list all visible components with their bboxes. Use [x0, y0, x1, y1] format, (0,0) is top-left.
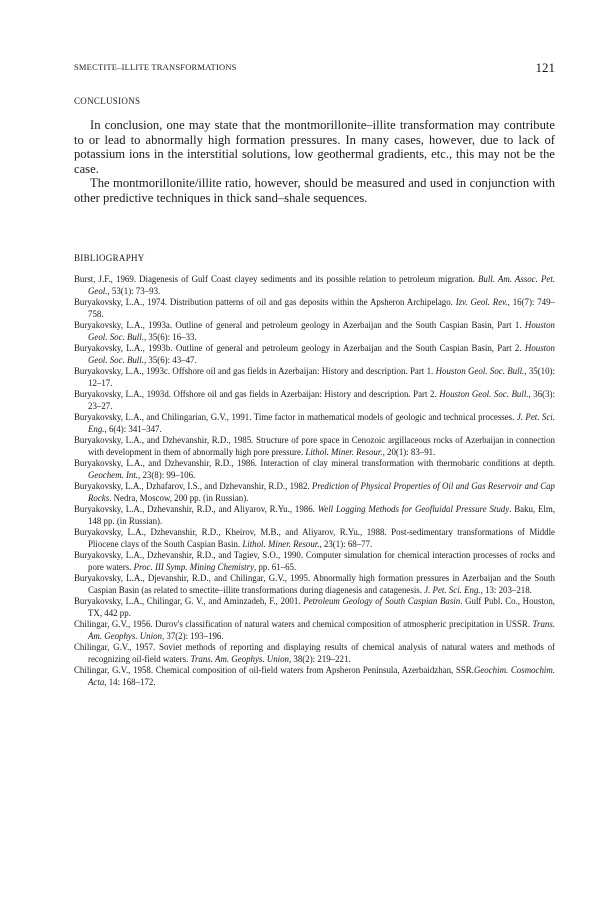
- entry-post-text: , 16(7): 749–758.: [88, 297, 555, 319]
- bibliography-entry: [74, 642, 555, 665]
- running-title: SMECTITE–ILLITE TRANSFORMATIONS: [74, 62, 237, 72]
- bibliography-entry: [74, 665, 555, 688]
- page-number: 121: [535, 60, 555, 75]
- entry-italic-text: Proc. III Symp. Mining Chemistry: [133, 561, 255, 572]
- entry-post-text: . Baku, Elm, 148 pp. (in Russian).: [88, 504, 556, 526]
- entry-pre-text: Buryakovsky, L.A., Dzhevanshir, R.D., and Aliyarov, R.Yu., 1986.: [74, 504, 318, 514]
- entry-post-text: , 14: 168–172.: [104, 676, 156, 687]
- entry-pre-text: Buryakovsky, L.A., and Dzhevanshir, R.D., 1986. Interaction of clay mineral transformation with thermobaric conditions at depth.: [74, 458, 555, 468]
- entry-post-text: , 37(2): 193–196.: [161, 630, 224, 641]
- entry-italic-text: Prediction of Physical Properties of Oil and Gas Reservoir and Cap Rocks: [88, 481, 555, 503]
- entry-post-text: , 38(2): 219–221.: [288, 653, 351, 664]
- bibliography-entry: [74, 619, 555, 642]
- bibliography-entry: [74, 274, 555, 297]
- entry-post-text: , 13: 203–218.: [480, 584, 532, 595]
- entry-post-text: , 36(3): 23–27.: [88, 389, 555, 411]
- entry-post-text: , 23(1): 68–77.: [319, 538, 373, 549]
- conclusions-body: [74, 118, 555, 206]
- conclusions-paragraph-1: In conclusion, one may state that the montmorillonite–illite transformation may contribute to or lead to abnormally high formation pressures. In many cases, however, due to lack of potassium ions in the interstitial solutions, low geothermal gradients, etc., this may not be the case.: [74, 118, 555, 176]
- entry-italic-text: Houston Geol. Soc. Bull.: [439, 389, 529, 399]
- bibliography-entry: [74, 389, 555, 412]
- bibliography-entry: [74, 481, 555, 504]
- entry-italic-text: J. Pet. Sci. Eng.: [424, 584, 481, 595]
- entry-pre-text: Buryakovsky, L.A., Djevanshir, R.D., and Chilingar, G.V., 1995. Abnormally high formation pressures in Azerbaijan and the South Caspian Basin (as related to smectite–illite transformations during diagenesis and catagenesis.: [74, 573, 555, 595]
- bibliography-entry: [74, 596, 555, 619]
- bibliography-entry: [74, 573, 555, 596]
- entry-post-text: . Nedra, Moscow, 200 pp. (in Russian).: [109, 492, 249, 503]
- entry-pre-text: Chilingar, G.V., 1956. Durov's classification of natural waters and chemical composition of atmospheric precipitation in USSR.: [74, 619, 533, 629]
- entry-post-text: , 35(6): 16–33.: [143, 331, 197, 342]
- entry-pre-text: Buryakovsky, L.A., 1993d. Offshore oil and gas fields in Azerbaijan: History and description. Part 2.: [74, 389, 440, 399]
- bibliography-entry: [74, 458, 555, 481]
- entry-post-text: , pp. 61–65.: [254, 561, 297, 572]
- entry-pre-text: Buryakovsky, L.A., and Chilingarian, G.V., 1991. Time factor in mathematical models of geologic and technical processes.: [74, 412, 517, 422]
- entry-pre-text: Buryakovsky, L.A., 1974. Distribution patterns of oil and gas deposits within the Apsheron Archipelago.: [74, 297, 456, 307]
- entry-pre-text: Buryakovsky, L.A., 1993b. Outline of general and petroleum geology in Azerbaijan and the South Caspian Basin, Part 2.: [74, 343, 525, 353]
- conclusions-paragraph-2: The montmorillonite/illite ratio, however, should be measured and used in conjunction with other predictive techniques in thick sand–shale sequences.: [74, 176, 555, 205]
- bibliography-entry: [74, 320, 555, 343]
- entry-pre-text: Buryakovsky, L.A., and Dzhevanshir, R.D., 1985. Structure of pore space in Cenozoic argillaceous rocks of Azerbaijan in connection with development in them of abnormally high pore pressure.: [74, 435, 555, 457]
- entry-pre-text: Buryakovsky, L.A., Dzhevanshir, R.D., and Tagiev, S.O., 1990. Computer simulation for chemical interaction processes of rocks and pore waters.: [74, 550, 555, 572]
- bibliography-entry: [74, 366, 555, 389]
- entry-post-text: . Gulf Publ. Co., Houston, TX, 442 pp.: [88, 596, 555, 618]
- entry-italic-text: Houston Geol. Soc. Bull.: [435, 366, 525, 376]
- entry-post-text: , 6(4): 341–347.: [104, 423, 162, 434]
- bibliography-entry: [74, 435, 555, 458]
- entry-post-text: , 53(1): 73–93.: [107, 285, 161, 296]
- entry-pre-text: Chilingar, G.V., 1958. Chemical composition of oil-field waters from Apsheron Peninsula, Azerbaidzhan, SSR.: [74, 665, 474, 675]
- entry-italic-text: Geochim. Cosmochim. Acta: [88, 665, 556, 687]
- bibliography-heading: BIBLIOGRAPHY: [74, 253, 145, 263]
- entry-post-text: , 20(1): 83–91.: [382, 446, 436, 457]
- entry-pre-text: Burst, J.F., 1969. Diagenesis of Gulf Coast clayey sediments and its possible relation to petroleum migration.: [74, 274, 478, 284]
- entry-italic-text: Well Logging Methods for Geofluidal Pressure Study: [317, 504, 510, 514]
- bibliography-entry: [74, 550, 555, 573]
- entry-italic-text: Houston Geol. Soc. Bull.: [88, 320, 555, 342]
- bibliography-entry: [74, 412, 555, 435]
- bibliography-entry: [74, 527, 555, 550]
- bibliography-entry: [74, 297, 555, 320]
- entry-italic-text: Lithol. Miner. Resour.: [305, 446, 383, 457]
- entry-pre-text: Buryakovsky, L.A., Dzhafarov, I.S., and Dzhevanshir, R.D., 1982.: [74, 481, 312, 491]
- bibliography-entry: [74, 343, 555, 366]
- entry-pre-text: Buryakovsky, L.A., 1993a. Outline of general and petroleum geology in Azerbaijan and the South Caspian Basin, Part 1.: [74, 320, 525, 330]
- entry-post-text: , 35(6): 43–47.: [143, 354, 197, 365]
- entry-italic-text: Petroleum Geology of South Caspian Basin: [303, 596, 461, 606]
- entry-italic-text: Izv. Geol. Rev.: [455, 297, 508, 307]
- entry-pre-text: Buryakovsky, L.A., 1993c. Offshore oil and gas fields in Azerbaijan: History and description. Part 1.: [74, 366, 436, 376]
- entry-italic-text: Trans. Am. Geophys. Union: [88, 619, 555, 641]
- conclusions-heading: CONCLUSIONS: [74, 96, 141, 106]
- entry-pre-text: Buryakovsky, L.A., Dzhevanshir, R.D., Kheirov, M.B., and Aliyarov, R.Yu., 1988. Post-sedimentary transformations of Middle Pliocene clays of the South Caspian Basin.: [74, 527, 555, 549]
- entry-post-text: , 35(10): 12–17.: [88, 366, 555, 388]
- entry-post-text: , 23(8): 99–106.: [138, 469, 196, 480]
- entry-italic-text: Lithol. Miner. Resour.: [242, 538, 320, 549]
- entry-italic-text: Houston Geol. Soc. Bull.: [88, 343, 555, 365]
- entry-italic-text: Geochem. Int.: [88, 469, 139, 480]
- entry-pre-text: Buryakovsky, L.A., Chilingar, G. V., and Aminzadeh, F., 2001.: [74, 596, 304, 606]
- entry-italic-text: J. Pet. Sci. Eng.: [88, 412, 555, 434]
- running-header: [74, 60, 555, 76]
- entry-italic-text: Bull. Am. Assoc. Pet. Geol.: [88, 274, 555, 296]
- bibliography-entry: [74, 504, 555, 527]
- bibliography-list: [74, 274, 555, 688]
- entry-pre-text: Chilingar, G.V., 1957. Soviet methods of reporting and displaying results of chemical analysis of natural waters and methods of recognizing oil-field waters.: [74, 642, 555, 664]
- entry-italic-text: Trans. Am. Geophys. Union: [190, 653, 289, 664]
